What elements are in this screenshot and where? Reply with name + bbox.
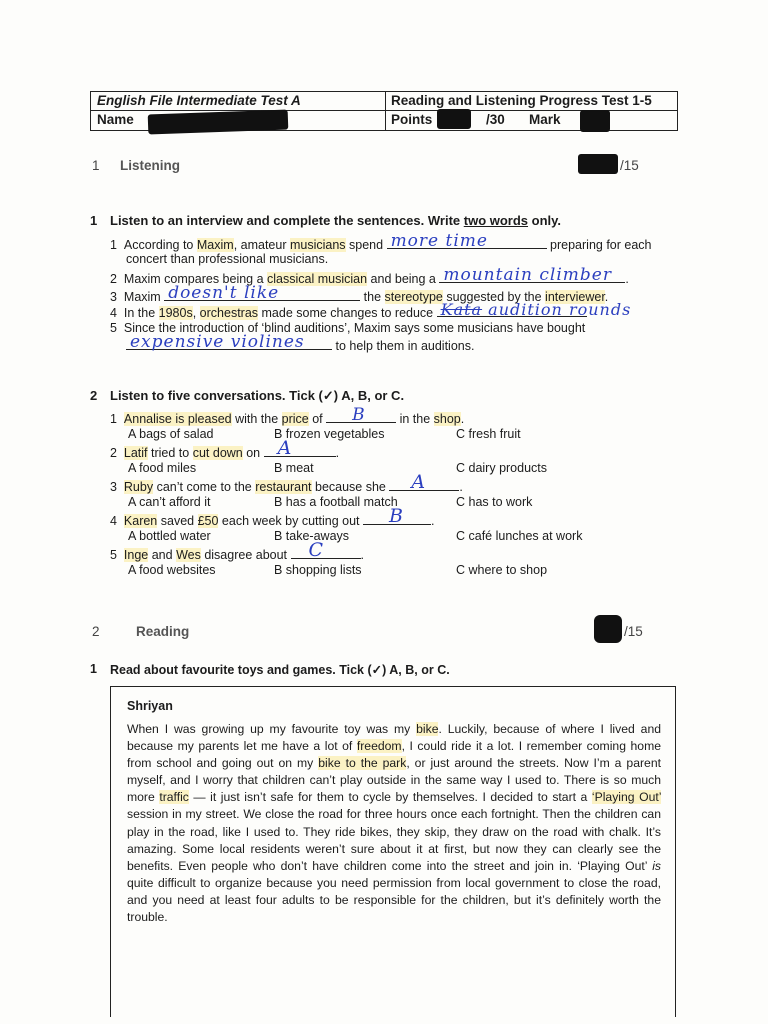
answer-blank[interactable] bbox=[326, 405, 396, 425]
list-item: concert than professional musicians. bbox=[126, 252, 329, 266]
option-b[interactable]: B take-aways bbox=[274, 529, 350, 543]
answer-blank[interactable] bbox=[389, 471, 459, 493]
option-c[interactable]: C café lunches at work bbox=[456, 529, 583, 543]
option-b[interactable]: B frozen vegetables bbox=[274, 427, 385, 441]
answer-blank[interactable] bbox=[264, 437, 336, 459]
mark-label: Mark bbox=[529, 112, 561, 127]
points-label: Points bbox=[391, 112, 433, 127]
option-c[interactable]: C where to shop bbox=[456, 563, 548, 577]
list-item: 2 Latif tried to cut down on A . bbox=[110, 437, 340, 460]
option-c[interactable]: C dairy products bbox=[456, 461, 548, 475]
handwritten-answer: B bbox=[352, 405, 366, 425]
option-a[interactable]: A bottled water bbox=[128, 529, 211, 543]
list-item: 3 Maxim doesn't like the stereotype suggested by the interviewer. bbox=[110, 283, 609, 304]
section-score: /15 bbox=[624, 624, 643, 639]
option-b[interactable]: B has a football match bbox=[274, 495, 398, 509]
question-instruction: Read about favourite toys and games. Tick (✓) A, B, or C. bbox=[110, 663, 450, 677]
handwritten-answer: A bbox=[277, 437, 293, 459]
option-c[interactable]: C has to work bbox=[456, 495, 533, 509]
handwritten-answer: expensive violines bbox=[130, 332, 305, 352]
handwritten-answer: more time bbox=[390, 231, 488, 251]
table-divider bbox=[385, 92, 386, 130]
answer-blank[interactable] bbox=[439, 265, 625, 285]
test-title: Reading and Listening Progress Test 1-5 bbox=[391, 93, 652, 108]
section-score: /15 bbox=[620, 158, 639, 173]
option-a[interactable]: A food websites bbox=[128, 563, 216, 577]
points-total: /30 bbox=[486, 112, 505, 127]
list-item: 1 According to Maxim, amateur musicians spend more time preparing for each bbox=[110, 231, 652, 252]
option-b[interactable]: B shopping lists bbox=[274, 563, 362, 577]
option-a[interactable]: A can’t afford it bbox=[128, 495, 211, 509]
course-title: English File Intermediate Test A bbox=[97, 93, 301, 108]
option-c[interactable]: C fresh fruit bbox=[456, 427, 521, 441]
section-title: Listening bbox=[120, 158, 180, 173]
list-item: 4 In the 1980s, orchestras made some changes to reduce Kata audition rounds bbox=[110, 300, 632, 320]
struck-answer: Kata bbox=[440, 300, 483, 319]
option-b[interactable]: B meat bbox=[274, 461, 314, 475]
list-item: 5 Since the introduction of ‘blind auditions’, Maxim says some musicians have bought bbox=[110, 321, 586, 335]
handwritten-answer: mountain climber bbox=[443, 265, 612, 285]
handwritten-answer: Kata audition rounds bbox=[440, 300, 632, 319]
answer-blank[interactable] bbox=[164, 283, 360, 303]
list-item: expensive violines to help them in auditions. bbox=[126, 337, 474, 353]
question-number: 1 bbox=[90, 662, 97, 676]
handwritten-answer: doesn't like bbox=[168, 283, 280, 303]
question-number: 2 bbox=[90, 388, 98, 403]
reading-passage-box bbox=[110, 686, 676, 1017]
answer-blank[interactable] bbox=[291, 539, 361, 561]
answer-blank[interactable] bbox=[363, 505, 431, 527]
score-redaction bbox=[594, 615, 622, 643]
passage-author: Shriyan bbox=[127, 699, 173, 713]
answer-blank[interactable] bbox=[437, 300, 632, 319]
section-number: 2 bbox=[92, 624, 100, 639]
points-redaction bbox=[437, 109, 471, 129]
list-item: 2 Maxim compares being a classical musician and being a mountain climber . bbox=[110, 265, 629, 286]
score-redaction bbox=[578, 154, 618, 174]
section-number: 1 bbox=[92, 158, 100, 173]
question-number: 1 bbox=[90, 213, 98, 228]
list-item: 5 Inge and Wes disagree about C . bbox=[110, 539, 364, 562]
handwritten-answer: C bbox=[308, 539, 325, 561]
handwritten-answer: A bbox=[411, 471, 427, 493]
option-a[interactable]: A bags of salad bbox=[128, 427, 214, 441]
answer-blank[interactable] bbox=[387, 231, 547, 251]
question-instruction: Listen to an interview and complete the sentences. Write two words only. bbox=[110, 213, 562, 228]
mark-redaction bbox=[580, 110, 610, 132]
name-label: Name bbox=[97, 112, 134, 127]
handwritten-answer: B bbox=[388, 505, 404, 527]
question-instruction: Listen to five conversations. Tick (✓) A, B, or C. bbox=[110, 388, 405, 403]
option-a[interactable]: A food miles bbox=[128, 461, 197, 475]
list-item: 4 Karen saved £50 each week by cutting out B . bbox=[110, 505, 435, 528]
list-item: 1 Annalise is pleased with the price of B in the shop. bbox=[110, 405, 465, 426]
passage-text: When I was growing up my favourite toy was my bike. Luckily, because of where I lived and because my parents let me have a lot of freedom, I could ride it a lot. I remember coming home from school and going out on my bike to the park, or just around the streets. Now I’m a parent myself, and I worry that children can’t play outside in the same way I used to. There is so much more traffic — it just isn’t safe for them to cycle by themselves. I decided to start a ‘Playing Out’ session in my street. We close the road for three hours once each fortnight. Then the children can play in the road, like I used to. They ride bikes, they skip, they draw on the road with chalk. It’s amazing. Some local residents weren’t sure about it at first, but now they can clearly see the benefits. Even people who don’t have children come into the street and join in. ‘Playing Out’ is quite difficult to organize because you need permission from local government to close the road, and you need at least four adults to be responsible for the children, but it’s definitely worth the trouble. bbox=[127, 722, 662, 925]
list-item: 3 Ruby can’t come to the restaurant because she A . bbox=[110, 471, 463, 494]
section-title: Reading bbox=[136, 624, 190, 639]
